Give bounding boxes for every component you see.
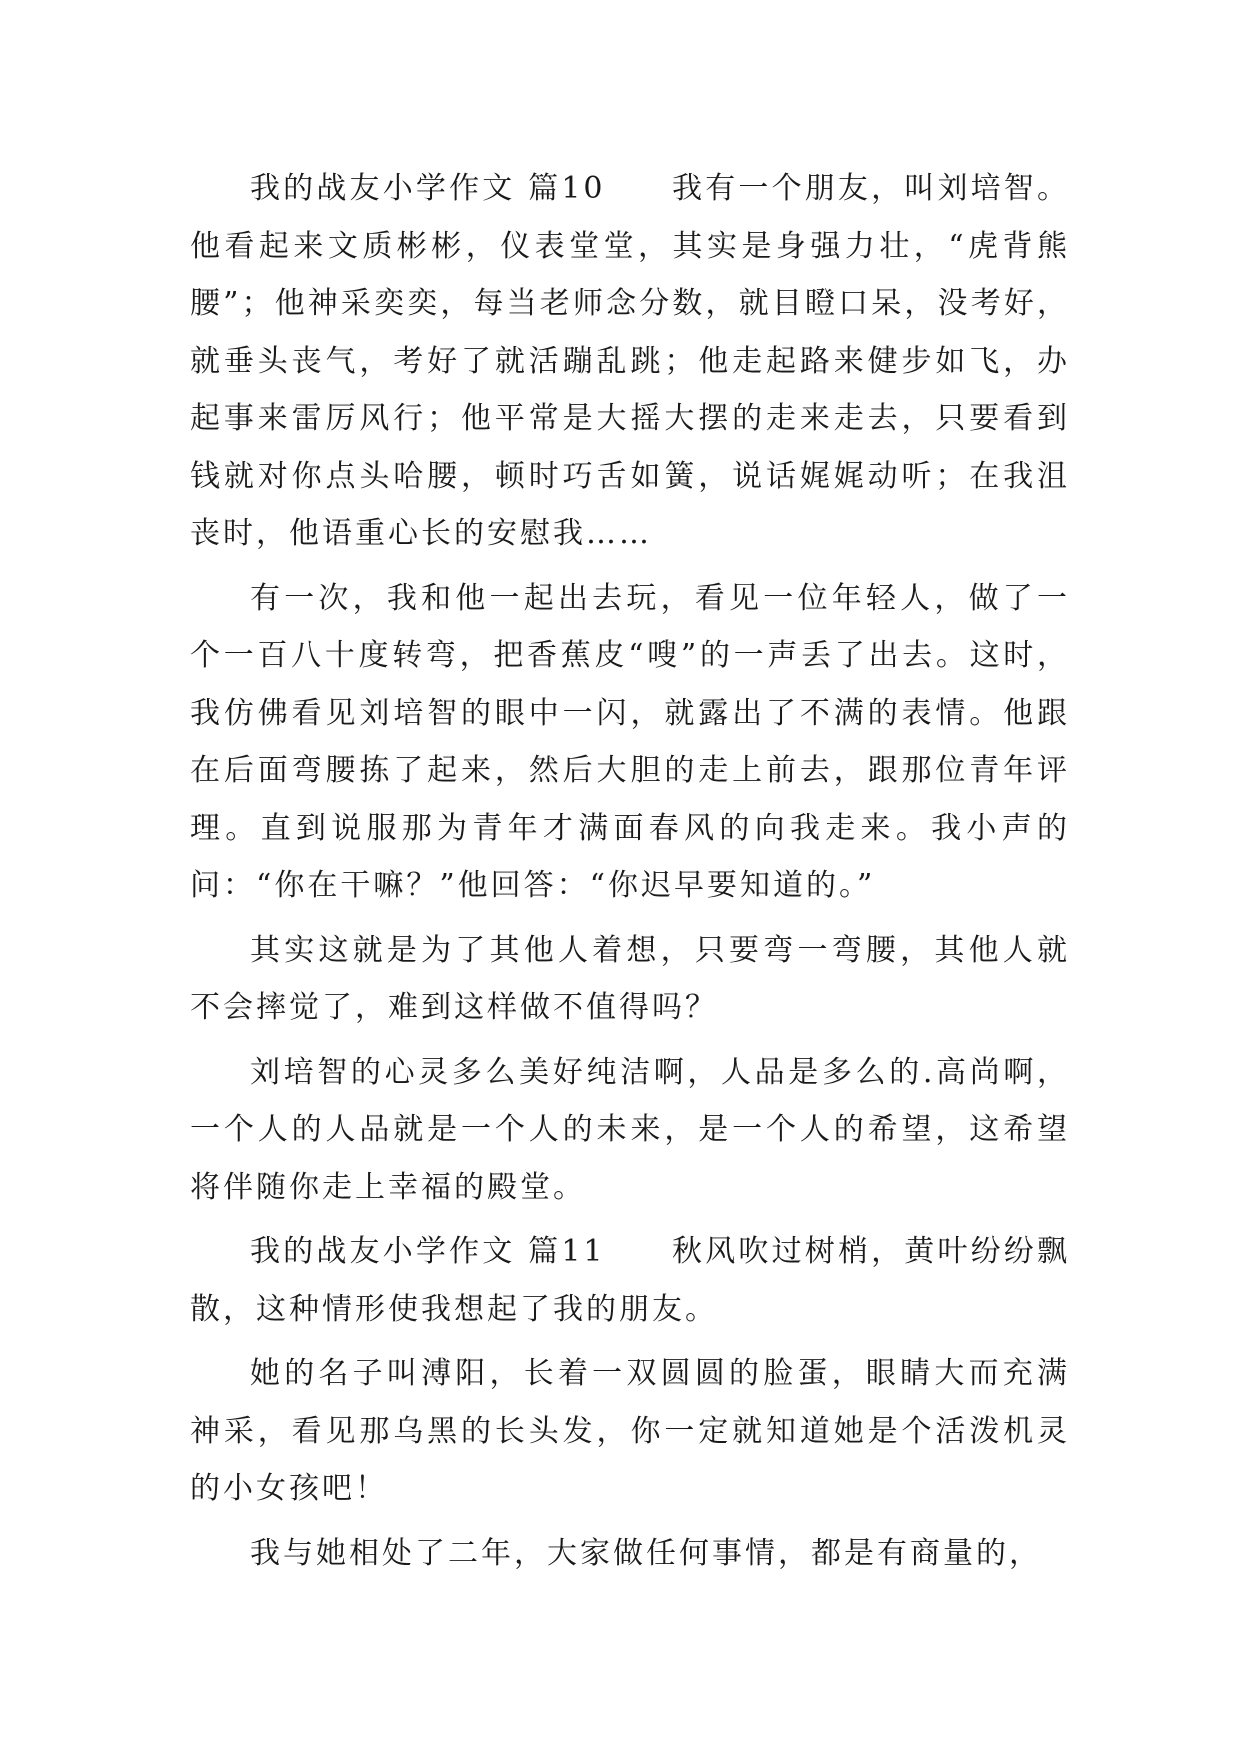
paragraph-essay-11-intro: 我的战友小学作文 篇11 秋风吹过树梢，黄叶纷纷飘散，这种情形使我想起了我的朋友。 xyxy=(190,1234,1070,1327)
paragraph-reflection: 其实这就是为了其他人着想，只要弯一弯腰，其他人就不会摔觉了，难到这样做不值得吗？ xyxy=(190,932,1070,1025)
paragraph-essay-10-intro: 我的战友小学作文 篇10 我有一个朋友，叫刘培智。他看起来文质彬彬，仪表堂堂，其实是身强力壮，“虎背熊腰”；他神采奕奕，每当老师念分数，就目瞪口呆，没考好，就垂头丧气，考好了就活蹦乱跳；他走起路来健步如飞，办起事来雷厉风行；他平常是大摇大摆的走来走去，只要看到钱就对你点头哈腰，顿时巧舌如簧，说话娓娓动听；在我沮丧时，他语重心长的安慰我…… xyxy=(190,171,1070,551)
paragraph-character-praise: 刘培智的心灵多么美好纯洁啊，人品是多么的.高尚啊，一个人的人品就是一个人的未来，是一个人的希望，这希望将伴随你走上幸福的殿堂。 xyxy=(190,1054,1070,1205)
document-body xyxy=(190,160,1070,1589)
paragraph-friend-description: 她的名子叫溥阳，长着一双圆圆的脸蛋，眼睛大而充满神采，看见那乌黑的长头发，你一定就知道她是个活泼机灵的小女孩吧！ xyxy=(190,1356,1070,1506)
paragraph-banana-peel: 有一次，我和他一起出去玩，看见一位年轻人，做了一个一百八十度转弯，把香蕉皮“嗖”的一声丢了出去。这时，我仿佛看见刘培智的眼中一闪，就露出了不满的表情。他跟在后面弯腰拣了起来，然后大胆的走上前去，跟那位青年评理。直到说服那为青年才满面春风的向我走来。我小声的问：“你在干嘛？”他回答：“你迟早要知道的。” xyxy=(190,580,1070,903)
paragraph-two-years: 我与她相处了二年，大家做任何事情，都是有商量的， xyxy=(250,1535,1042,1571)
